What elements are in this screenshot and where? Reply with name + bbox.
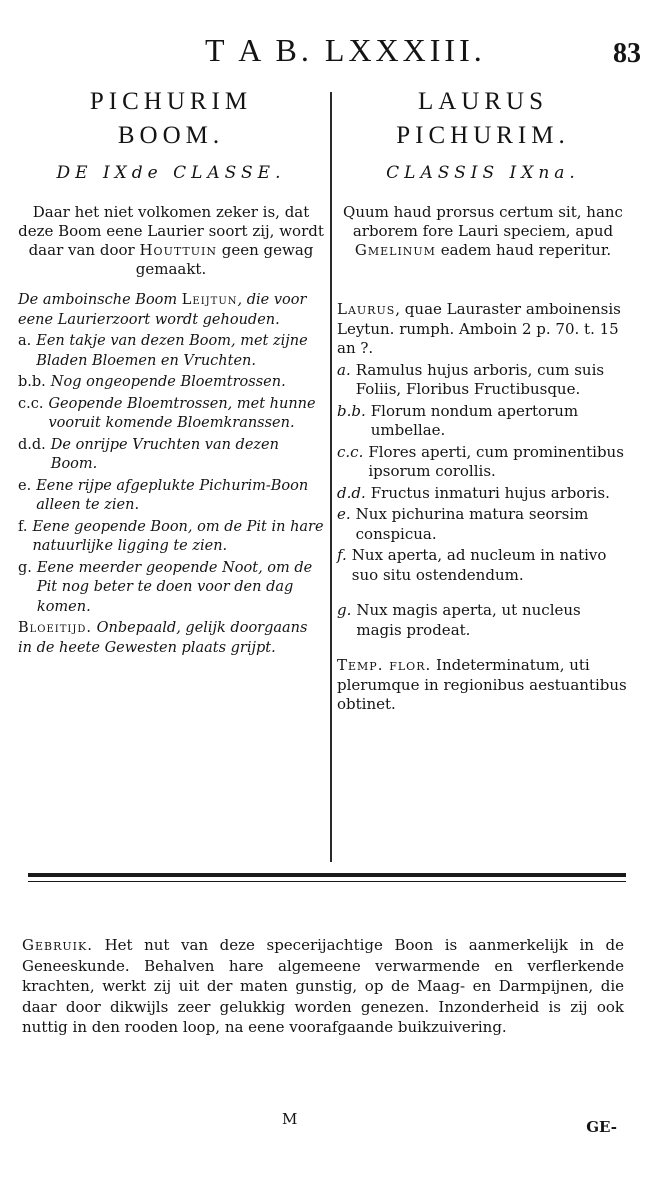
- latin-intro: [337, 203, 629, 260]
- latin-entry-a: a. Ramulus hujus arboris, cum suis Foliis, Floribus Fructibusque.: [337, 360, 605, 398]
- usage-text: Het nut van deze specerijachtige Boon is aanmerkelijk in de Geneeskunde. Behalven hare algemeene verwarmende en verflerkende krachten, werkt zij uit der maten gunstig, op de Maag- en Darmpijnen, die daar door dikwijls zeer gelukkig worden genezen. Inzonderheid is zij ook nuttig in den rooden loop, na eene voorafgaande buikzuivering.: [22, 936, 624, 1036]
- page-number: 83: [613, 38, 641, 69]
- page-header: [0, 30, 663, 80]
- latin-column: [337, 85, 629, 717]
- dutch-intro-text: Daar het niet volkomen zeker is, dat deze Boom eene Laurier soort zij, wordt daar van door: [18, 203, 324, 259]
- latin-title-line2: PICHURIM.: [396, 122, 570, 149]
- latin-entry-c: c.c. Flores aperti, cum prominentibus ipsorum corollis.: [337, 442, 624, 480]
- latin-intro-author: Gmelinum: [354, 241, 436, 259]
- dutch-column: [18, 85, 324, 660]
- dutch-entry-main: De amboinsche Boom Leijtun, die voor eene Laurierzoort wordt gehouden.: [18, 292, 307, 328]
- latin-entry-e: e. Nux pichurina matura seorsim conspicua.: [337, 505, 589, 543]
- dutch-intro: [18, 203, 324, 279]
- latin-spacer-2: [337, 642, 629, 656]
- dutch-entry-d: d.d. De onrijpe Vruchten van dezen Boom.: [18, 436, 279, 472]
- dutch-title-line2: BOOM.: [117, 122, 225, 149]
- latin-intro-text: Quum haud prorsus certum sit, hanc arborem fore Lauri speciem, apud: [343, 203, 623, 240]
- plate-title: T A B. LXXXIII.: [205, 32, 486, 68]
- dutch-entry-author: Leijtun: [181, 292, 238, 308]
- column-divider: [330, 92, 332, 862]
- dutch-entry-c: c.c. Geopende Bloemtrossen, met hunne vooruit komende Bloemkranssen.: [18, 395, 316, 431]
- dutch-subtitle: DE IXde CLASSE.: [56, 163, 286, 183]
- usage-paragraph: [22, 935, 624, 1038]
- usage-label: Gebruik.: [22, 936, 93, 954]
- dutch-entry-e: e. Eene rijpe afgeplukte Pichurim-Boon alleen te zien.: [18, 477, 309, 513]
- latin-subtitle: CLASSIS IXna.: [386, 163, 580, 183]
- section-rule-thick: [28, 873, 626, 877]
- signature-mark: M: [282, 1110, 298, 1128]
- dutch-entry-flowering: Bloeitijd. Onbepaald, gelijk doorgaans in de heete Gewesten plaats grijpt.: [18, 620, 308, 656]
- latin-entry-flowering: Temp. flor. Indeterminatum, uti plerumque in regionibus aestuantibus obtinet.: [337, 656, 627, 713]
- latin-entry-g: g. Nux magis aperta, ut nucleus magis prodeat.: [337, 601, 581, 639]
- latin-entry-genus: Laurus: [337, 300, 396, 318]
- dutch-intro-text-end: geen gewag gemaakt.: [135, 241, 314, 278]
- latin-intro-text-end: eadem haud reperitur.: [440, 241, 612, 259]
- latin-spacer: [337, 587, 629, 601]
- latin-entry-b: b.b. Florum nondum apertorum umbellae.: [337, 401, 579, 439]
- dutch-entry-a: a. Een takje van dezen Boom, met zijne Bladen Bloemen en Vruchten.: [18, 333, 308, 369]
- dutch-entry-g: g. Eene meerder geopende Noot, om de Pit nog beter te doen voor den dag komen.: [18, 559, 313, 615]
- dutch-entry-b: b.b. Nog ongeopende Bloemtrossen.: [18, 374, 286, 390]
- flowering-label: Bloeitijd.: [18, 620, 92, 636]
- latin-entry-main: Laurus, quae Lauraster amboinensis Leytun. rumph. Amboin 2 p. 70. t. 15 an ?.: [337, 300, 621, 357]
- dutch-title-line1: PICHURIM: [89, 88, 253, 115]
- latin-entry-f: f. Nux aperta, ad nucleum in nativo suo situ ostendendum.: [337, 546, 607, 584]
- latin-entry-d: d.d. Fructus inmaturi hujus arboris.: [337, 483, 610, 502]
- dutch-intro-author: Houttuin: [139, 241, 217, 259]
- catchword: GE-: [586, 1118, 617, 1136]
- latin-flowering-label: Temp. flor.: [337, 656, 432, 674]
- section-rule-thin: [28, 881, 626, 882]
- latin-title-line1: LAURUS: [417, 88, 548, 115]
- dutch-entry-f: f. Eene geopende Boon, om de Pit in hare natuurlijke ligging te zien.: [18, 518, 324, 554]
